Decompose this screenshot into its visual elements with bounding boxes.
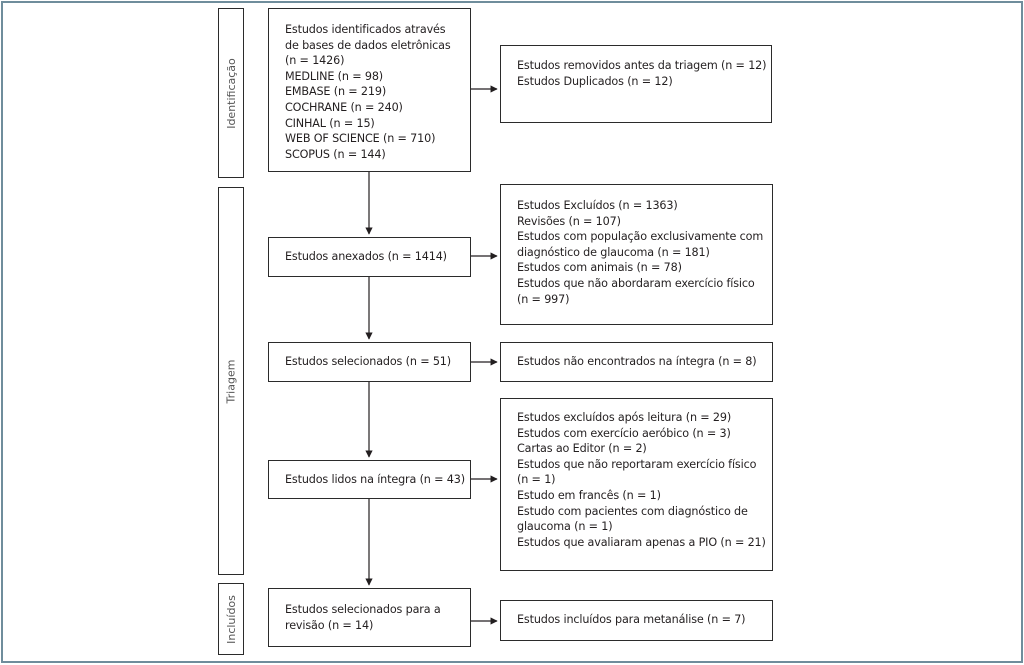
box-line: MEDLINE (n = 98) xyxy=(285,69,384,83)
box-line: de bases de dados eletrônicas xyxy=(285,38,451,52)
box-line: Estudos não encontrados na íntegra (n = 8) xyxy=(517,355,757,368)
box-line: Estudos identificados através xyxy=(285,23,446,36)
box-line: WEB OF SCIENCE (n = 710) xyxy=(285,132,436,146)
box-selected xyxy=(268,342,471,382)
box-line: COCHRANE (n = 240) xyxy=(285,100,403,114)
box-not-found xyxy=(500,342,773,382)
box-line: Estudos com população exclusivamente com xyxy=(517,230,764,244)
box-line: revisão (n = 14) xyxy=(285,618,374,632)
box-line: glaucoma (n = 1) xyxy=(517,520,613,534)
box-line: Estudo com pacientes com diagnóstico de xyxy=(517,504,748,518)
box-attached xyxy=(268,237,471,277)
phase-included-label: Incluídos xyxy=(224,594,238,644)
box-line: Estudos com exercício aeróbico (n = 3) xyxy=(517,426,731,440)
box-line: Estudos selecionados (n = 51) xyxy=(285,355,451,368)
box-line: Estudos que avaliaram apenas a PIO (n = 21) xyxy=(517,535,766,549)
box-line: Cartas ao Editor (n = 2) xyxy=(517,442,647,456)
phase-screening-label: Triagem xyxy=(224,359,238,403)
box-line: Estudo em francês (n = 1) xyxy=(517,488,661,502)
box-line: SCOPUS (n = 144) xyxy=(285,147,386,161)
box-line: Estudos excluídos após leitura (n = 29) xyxy=(517,411,732,424)
box-meta-analysis xyxy=(500,600,773,641)
box-line: Estudos com animais (n = 78) xyxy=(517,261,682,275)
box-line: Estudos que não reportaram exercício físico xyxy=(517,457,757,471)
box-selected-review xyxy=(268,588,471,647)
box-line: (n = 997) xyxy=(517,292,570,306)
box-excluded-after-reading xyxy=(500,398,773,571)
box-identified xyxy=(268,8,471,172)
box-line: diagnóstico de glaucoma (n = 181) xyxy=(517,245,710,259)
box-line: Estudos incluídos para metanálise (n = 7) xyxy=(517,613,746,626)
box-line: (n = 1426) xyxy=(285,54,345,68)
box-line: Estudos selecionados para a xyxy=(285,603,441,616)
box-read-full xyxy=(268,460,471,499)
box-line: Estudos que não abordaram exercício físico xyxy=(517,276,755,290)
box-line: Estudos Excluídos (n = 1363) xyxy=(517,199,678,212)
box-line: CINHAL (n = 15) xyxy=(285,116,375,130)
box-line: Estudos anexados (n = 1414) xyxy=(285,250,447,263)
box-line: Estudos removidos antes da triagem (n = 12) xyxy=(517,59,767,72)
box-line: Estudos Duplicados (n = 12) xyxy=(517,74,673,88)
phase-identification-label: Identificação xyxy=(224,57,238,129)
box-line: Estudos lidos na íntegra (n = 43) xyxy=(285,473,465,486)
box-line: Revisões (n = 107) xyxy=(517,214,621,228)
box-line: (n = 1) xyxy=(517,473,556,487)
box-removed xyxy=(500,45,772,123)
box-excluded xyxy=(500,184,773,325)
box-line: EMBASE (n = 219) xyxy=(285,85,387,99)
